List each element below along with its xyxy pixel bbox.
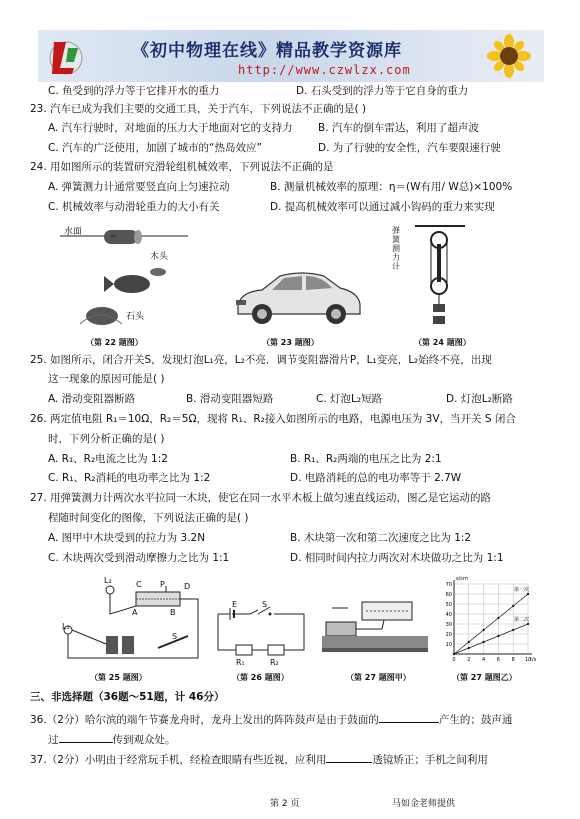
y-tick-label: 30 <box>445 622 452 628</box>
series-point-1 <box>468 641 470 643</box>
y-axis-label: s/cm <box>456 576 468 582</box>
x-tick-label: 4 <box>482 657 486 663</box>
q25-option-a: A. 滑动变阻器断路 <box>48 393 136 405</box>
figure-27b-distance-time-chart <box>440 574 540 670</box>
fig26-label-s: S <box>262 600 268 609</box>
fig22-label-stone: 石头 <box>126 312 145 322</box>
x-axis-label: t/s <box>530 657 537 663</box>
q26-option-d: D. 电路消耗的总的电功率等于 2.7W <box>290 472 462 484</box>
series-point-2 <box>527 623 529 625</box>
figure-23-car <box>232 262 364 332</box>
q23-option-b: B. 汽车的倒车雷达，利用了超声波 <box>318 122 479 134</box>
q25-option-d: D. 灯泡L₂断路 <box>446 393 513 405</box>
fig22-caption: （第 22 题图） <box>86 338 143 347</box>
banner-url[interactable]: http://www.czwlzx.com <box>238 63 411 77</box>
x-tick-label: 0 <box>452 657 456 663</box>
q22-option-c: C. 鱼受到的浮力等于它排开水的重力 <box>48 85 220 97</box>
sunflower-icon <box>482 34 536 78</box>
q24-option-d: D. 提高机械效率可以通过减小钩码的重力来实现 <box>270 201 495 213</box>
q23-option-a: A. 汽车行驶时，对地面的压力大于地面对它的支持力 <box>48 122 293 134</box>
q25-stem-line1: 25. 如图所示，闭合开关S，发现灯泡L₁亮，L₂不亮．调节变阻器滑片P，L₁变亮，L₂始终不亮，出现 <box>30 354 492 366</box>
q23-option-d: D. 为了行驶的安全性，汽车要限速行驶 <box>318 142 501 154</box>
page-number: 第 2 页 <box>270 799 300 809</box>
q23-stem: 23. 汽车已成为我们主要的交通工具，关于汽车，下列说法不正确的是( ) <box>30 103 367 115</box>
q37-line1: 37.（2分）小明由于经常玩手机，经检查眼睛有些近视，应利用 透镜矫正；手机之间利用 <box>30 751 488 767</box>
x-tick-label: 6 <box>496 657 500 663</box>
fig23-caption: （第 23 题图） <box>262 338 319 347</box>
series-point-2 <box>482 641 484 643</box>
site-logo-icon <box>44 34 84 78</box>
q36-line1: 36.（2分）哈尔滨的端午节赛龙舟时，龙舟上发出的阵阵鼓声是由于鼓面的 产生的；鼓声通 <box>30 711 512 727</box>
fig22-label-water: 水面 <box>64 227 83 237</box>
fig25-label-l1: L₁ <box>62 622 70 631</box>
fig25-label-d: D <box>184 582 191 591</box>
q36-blank-2[interactable] <box>59 731 113 743</box>
fig25-caption: （第 25 题图） <box>90 673 147 682</box>
fig26-caption: （第 26 题图） <box>232 673 289 682</box>
q24-option-c: C. 机械效率与动滑轮重力的大小有关 <box>48 201 220 213</box>
q27-option-a: A. 图甲中木块受到的拉力为 3.2N <box>48 532 206 544</box>
y-tick-label: 10 <box>445 642 452 648</box>
fig25-label-s: S <box>172 632 178 641</box>
fig26-label-e: E <box>232 600 238 609</box>
x-tick-label: 8 <box>511 657 515 663</box>
q27-stem-line2: 程随时间变化的图像，下列说法正确的是( ) <box>48 512 249 524</box>
x-tick-label: 10 <box>524 657 532 663</box>
series-point-1 <box>482 629 484 631</box>
q36-blank-1[interactable] <box>379 711 439 723</box>
q27-option-b: B. 木块第一次和第二次速度之比为 1:2 <box>290 532 472 544</box>
y-tick-label: 20 <box>445 632 452 638</box>
fig22-label-wood: 木头 <box>150 252 169 262</box>
q24-stem: 24. 用如图所示的装置研究滑轮组机械效率，下列说法不正确的是 <box>30 161 334 173</box>
x-tick-label: 2 <box>467 657 471 663</box>
q27-option-d: D. 相同时间内拉力两次对木块做功之比为 1:1 <box>290 552 504 564</box>
series-point-2 <box>512 629 514 631</box>
q23-option-c: C. 汽车的广泛使用，加剧了城市的“热岛效应” <box>48 142 262 154</box>
y-tick-label: 50 <box>445 602 452 608</box>
q27-stem-line1: 27. 用弹簧测力计两次水平拉同一木块，使它在同一水平木板上做匀速直线运动，图乙是它运动的路 <box>30 492 492 504</box>
q25-option-b: B. 滑动变阻器短路 <box>186 393 274 405</box>
y-tick-label: 70 <box>445 582 452 588</box>
q26-stem-line2: 时，下列分析正确的是( ) <box>48 433 165 445</box>
fig25-label-p: P <box>160 580 165 589</box>
q26-option-c: C. R₁、R₂消耗的电功率之比为 1:2 <box>48 472 211 484</box>
fig27a-caption: （第 27 题图甲） <box>346 673 411 682</box>
q37-blank-1[interactable] <box>326 751 372 763</box>
q26-option-a: A. R₁、R₂电流之比为 1:2 <box>48 453 168 465</box>
series-point-2 <box>453 653 455 655</box>
series-point-1 <box>512 605 514 607</box>
fig24-caption: （第 24 题图） <box>414 338 471 347</box>
q26-option-b: B. R₁、R₂两端的电压之比为 2:1 <box>290 453 442 465</box>
banner-title: 《初中物理在线》精品教学资源库 <box>132 41 402 61</box>
series-point-2 <box>468 647 470 649</box>
series-point-2 <box>497 635 499 637</box>
fig25-label-l2: L₂ <box>104 576 112 585</box>
fig25-label-c: C <box>136 580 142 589</box>
series-label-1: 第一次 <box>514 587 530 593</box>
series-label-2: 第二次 <box>514 617 530 623</box>
fig25-label-a: A <box>132 608 138 617</box>
q22-option-d: D. 石头受到的浮力等于它自身的重力 <box>296 85 469 97</box>
series-point-1 <box>527 593 529 595</box>
header-banner <box>38 30 544 82</box>
q36-line2: 过 传到观众处。 <box>48 731 176 747</box>
figure-24-pulley-system <box>415 224 465 332</box>
q24-option-a: A. 弹簧测力计通常要竖直向上匀速拉动 <box>48 181 230 193</box>
series-line-2 <box>454 624 528 654</box>
fig27b-caption: （第 27 题图乙） <box>452 673 517 682</box>
fig26-label-r1: R₁ <box>236 658 245 667</box>
series-point-1 <box>497 617 499 619</box>
q25-option-c: C. 灯泡L₂短路 <box>316 393 383 405</box>
footer-provider: 马如金老师提供 <box>392 799 456 809</box>
y-tick-label: 40 <box>445 612 452 618</box>
q26-stem-line1: 26. 两定值电阻 R₁＝10Ω，R₂＝5Ω，现将 R₁、R₂接入如图所示的电路，电源电压为 3V，当开关 S 闭合 <box>30 413 516 425</box>
q27-option-c: C. 木块两次受到滑动摩擦力之比为 1:1 <box>48 552 230 564</box>
y-tick-label: 60 <box>445 592 452 598</box>
fig24-label-spring-scale: 弹簧测力计 <box>392 226 400 271</box>
fig26-label-r2: R₂ <box>270 658 279 667</box>
q25-stem-line2: 这一现象的原因可能是( ) <box>48 373 165 385</box>
fig25-label-b: B <box>170 608 176 617</box>
figure-27a-spring-scale-block <box>322 596 432 666</box>
section-3-heading: 三、非选择题（36题～51题，计 46分） <box>30 691 225 703</box>
q24-option-b: B. 测量机械效率的原理：η＝(W有用/ W总)×100% <box>270 181 513 193</box>
